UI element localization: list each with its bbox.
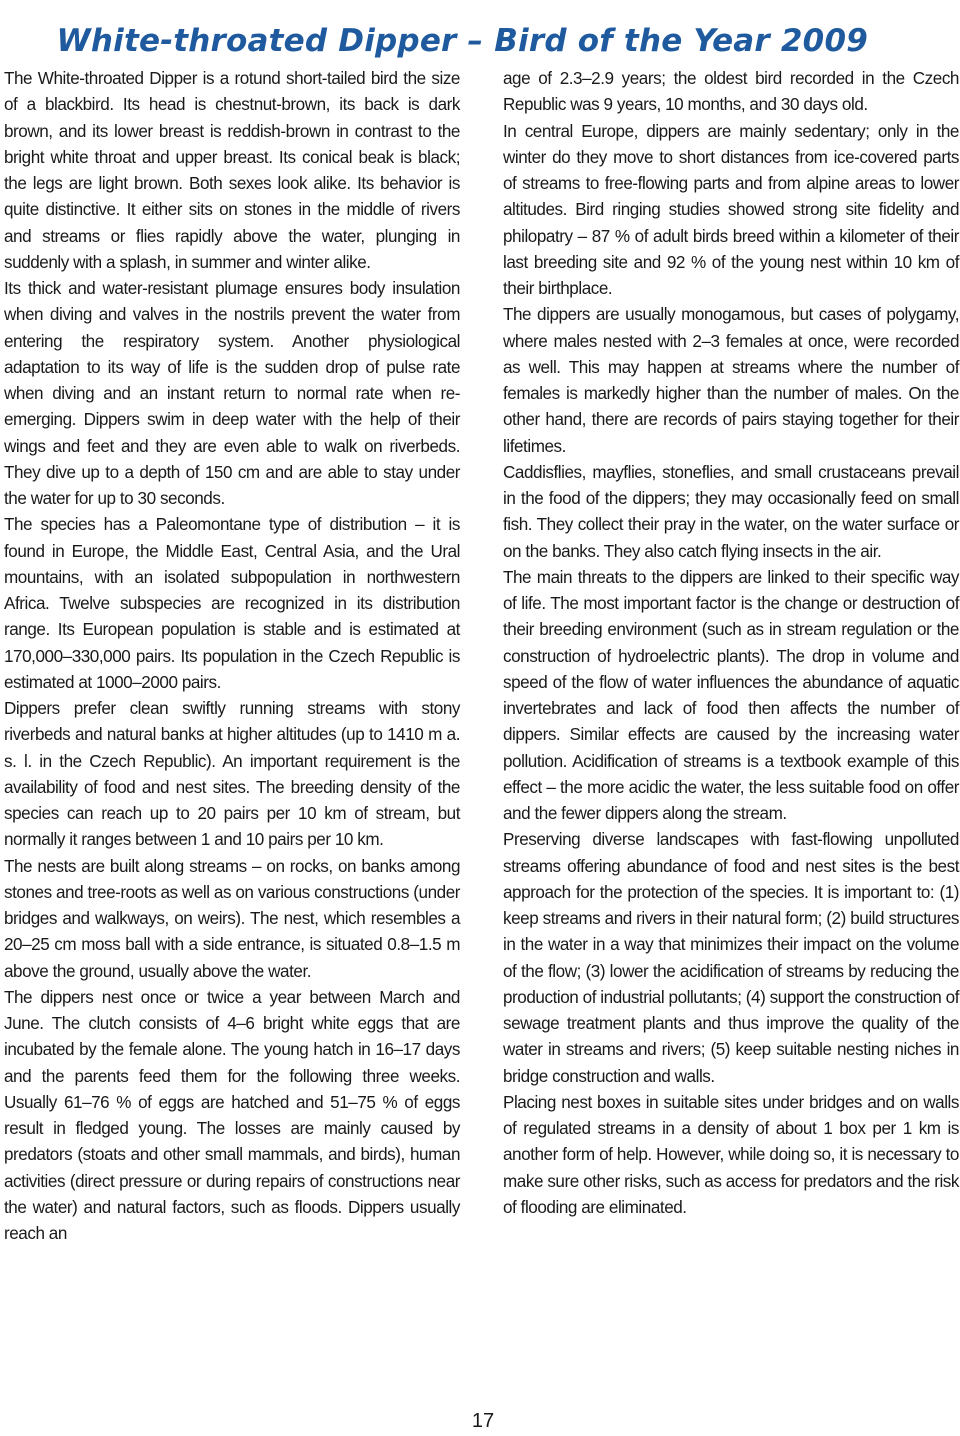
paragraph: Caddisflies, mayflies, stoneflies, and small crustaceans prevail in the food of the dippers; they may occasionally feed on small fish. They collect their pray in the water, on the water surface or on the banks. They also catch flying insects in the air. (503, 462, 959, 561)
paragraph: Dippers prefer clean swiftly running streams with stony riverbeds and natural banks at higher altitudes (up to 1410 m a. s. l. in the Czech Republic). An important requirement is the availability of food and nest sites. The breeding density of the species can reach up to 20 pairs per 10 km of stream, but normally it ranges between 1 and 10 pairs per 10 km. (4, 699, 460, 850)
paragraph: Preserving diverse landscapes with fast-flowing unpolluted streams offering abundance of food and nest sites is the best approach for the protection of the species. It is important to: (1) keep streams and rivers in their natural form; (2) build structures in the water in a way that minimizes their impact on the volume of the flow; (3) lower the acidification of streams by reducing the production of industrial pollutants; (4) support the construction of sewage treatment plants and thus improve the quality of the water in streams and rivers; (5) keep suitable nesting niches in bridge construction and walls. (503, 830, 959, 1086)
page-number: 17 (471, 1410, 495, 1432)
paragraph: The main threats to the dippers are linked to their specific way of life. The most important factor is the change or destruction of their breeding environment (such as in stream regulation or the construction of hydroelectric plants). The drop in volume and speed of the flow of water influences the abundance of aquatic invertebrates and lack of food then affects the number of dippers. Similar effects are caused by the increasing water pollution. Acidification of streams is a textbook example of this effect – the more acidic the water, the less suitable food on offer and the fewer dippers along the stream. (503, 567, 959, 823)
paragraph: In central Europe, dippers are mainly sedentary; only in the winter do they move to short distances from ice-covered parts of streams to free-flowing parts and from alpine areas to lower altitudes. Bird ringing studies showed strong site fidelity and philopatry – 87 % of adult birds breed within a kilometer of their last breeding site and 92 % of the young nest within 10 km of their birthplace. (503, 121, 959, 298)
paragraph: The species has a Paleomontane type of distribution – it is found in Europe, the Middle East, Central Asia, and the Ural mountains, with an isolated subpopulation in northwestern Africa. Twelve subspecies are recognized in its distribution range. Its European population is stable and is estimated at 170,000–330,000 pairs. Its population in the Czech Republic is estimated at 1000–2000 pairs. (4, 515, 460, 692)
right-column (503, 66, 959, 1221)
paragraph: The White-throated Dipper is a rotund short-tailed bird the size of a blackbird. Its head is chestnut-brown, its back is dark brown, and its lower breast is reddish-brown in contrast to the bright white throat and upper breast. Its conical beak is black; the legs are light brown. Both sexes look alike. Its behavior is quite distinctive. It either sits on stones in the middle of rivers and streams or flies rapidly above the water, plunging in suddenly with a splash, in summer and winter alike. (4, 69, 460, 272)
page-title: White-throated Dipper – Bird of the Year 2009 (56, 22, 868, 59)
paragraph: Its thick and water-resistant plumage ensures body insulation when diving and valves in the nostrils prevent the water from entering the respiratory system. Another physiological adaptation to its way of life is the sudden drop of pulse rate when diving and an instant return to normal rate when re-emerging. Dippers swim in deep water with the help of their wings and feet and they are even able to walk on riverbeds. They dive up to a depth of 150 cm and are able to stay under the water for up to 30 seconds. (4, 279, 460, 508)
paragraph: The nests are built along streams – on rocks, on banks among stones and tree-roots as well as on various constructions (under bridges and walkways, on weirs). The nest, which resembles a 20–25 cm moss ball with a side entrance, is situated 0.8–1.5 m above the ground, usually above the water. (4, 856, 460, 981)
paragraph: Placing nest boxes in suitable sites under bridges and on walls of regulated streams in a density of about 1 box per 1 km is another form of help. However, while doing so, it is necessary to make sure other risks, such as access for predators and the risk of flooding are eliminated. (503, 1092, 959, 1217)
paragraph: The dippers are usually monogamous, but cases of polygamy, where males nested with 2–3 females at once, were recorded as well. This may happen at streams where the number of females is markedly higher than the number of males. On the other hand, there are records of pairs staying together for their lifetimes. (503, 305, 959, 456)
paragraph: age of 2.3–2.9 years; the oldest bird recorded in the Czech Republic was 9 years, 10 months, and 30 days old. (503, 69, 959, 115)
paragraph: The dippers nest once or twice a year between March and June. The clutch consists of 4–6 bright white eggs that are incubated by the female alone. The young hatch in 16–17 days and the parents feed them for the following three weeks. Usually 61–76 % of eggs are hatched and 51–75 % of eggs result in fledged young. The losses are mainly caused by predators (stoats and other small mammals, and birds), human activities (direct pressure or during repairs of constructions near the water) and natural factors, such as floods. Dippers usually reach an (4, 987, 460, 1243)
left-column (4, 66, 460, 1247)
